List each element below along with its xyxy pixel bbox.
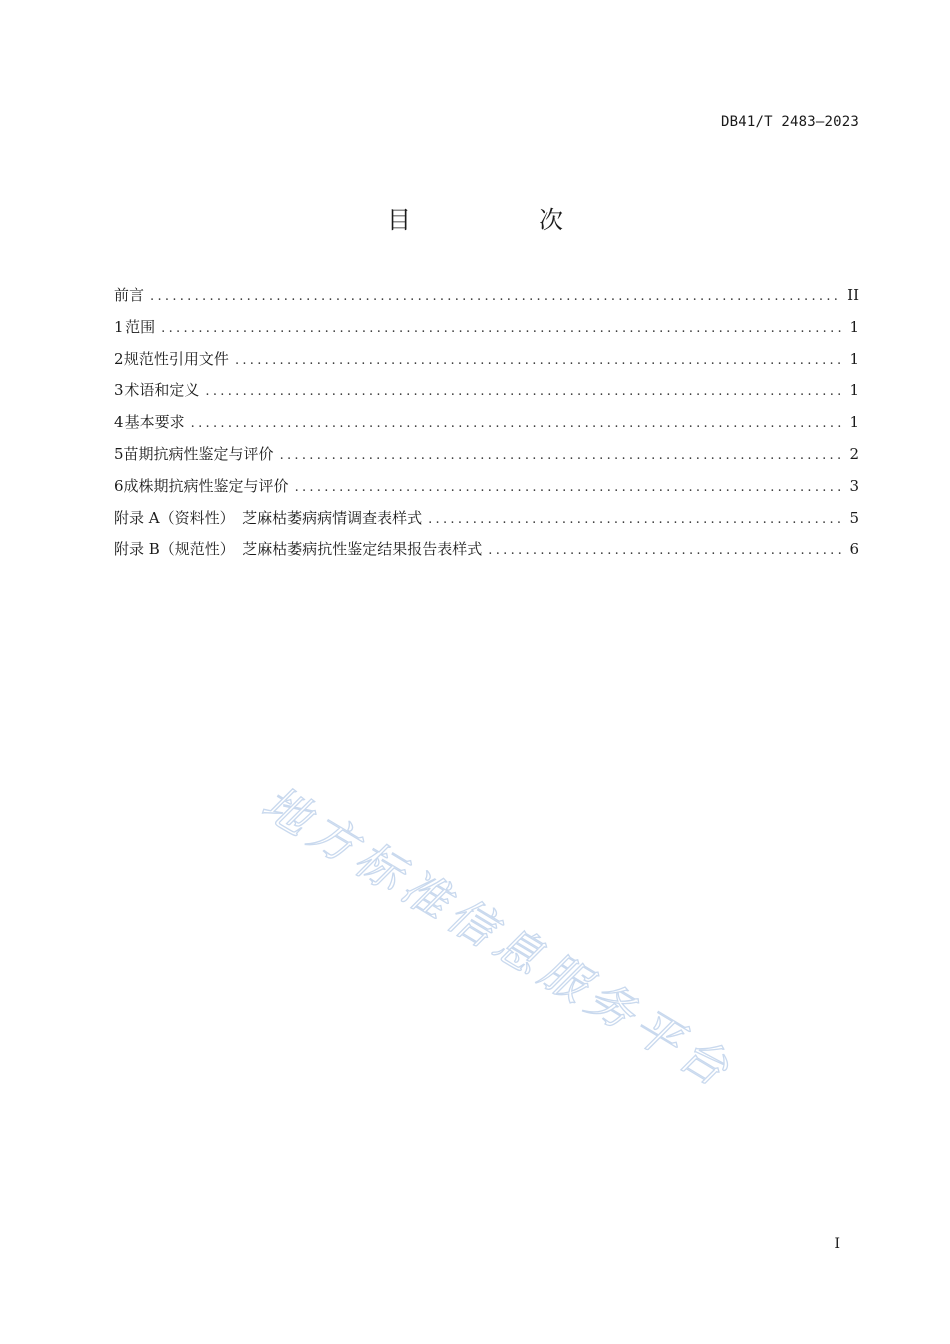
toc-entry-label: 范围 — [125, 317, 156, 336]
standard-code: DB41/T 2483—2023 — [720, 114, 859, 130]
table-of-contents — [114, 284, 859, 570]
toc-entry-label: 苗期抗病性鉴定与评价 — [123, 444, 274, 463]
toc-entry-page: 3 — [849, 476, 859, 495]
toc-entry-label: 附录 B（规范性） 芝麻枯萎病抗性鉴定结果报告表样式 — [114, 540, 483, 559]
toc-entry-scope[interactable] — [114, 316, 859, 348]
toc-leader-dots — [161, 321, 843, 336]
toc-entry-basic-requirements[interactable] — [114, 411, 859, 443]
toc-entry-label: 附录 A（资料性） 芝麻枯萎病病情调查表样式 — [114, 508, 423, 527]
toc-entry-number: 3 — [114, 381, 124, 400]
toc-entry-page: 5 — [849, 508, 859, 527]
toc-entry-label: 规范性引用文件 — [123, 349, 229, 368]
page-title: 目 次 — [387, 206, 615, 234]
toc-entry-label: 成株期抗病性鉴定与评价 — [123, 476, 289, 495]
toc-entry-label: 术语和定义 — [124, 381, 200, 400]
toc-leader-dots — [191, 416, 843, 431]
toc-leader-dots — [205, 384, 843, 399]
toc-entry-page: 1 — [849, 317, 859, 336]
toc-leader-dots — [295, 480, 843, 495]
toc-entry-label: 前言 — [114, 286, 145, 304]
toc-entry-appendix-b[interactable] — [114, 538, 859, 570]
toc-leader-dots — [428, 512, 843, 527]
toc-entry-number: 5 — [114, 444, 124, 463]
toc-entry-page: 6 — [849, 540, 859, 559]
toc-leader-dots — [488, 543, 843, 558]
toc-entry-number: 4 — [114, 413, 124, 432]
toc-entry-appendix-a[interactable] — [114, 507, 859, 539]
toc-leader-dots — [235, 353, 843, 368]
toc-entry-number: 1 — [114, 317, 124, 336]
toc-entry-terms-definitions[interactable] — [114, 379, 859, 411]
toc-entry-normative-references[interactable] — [114, 348, 859, 380]
page-number: I — [834, 1236, 840, 1252]
toc-entry-adult-stage[interactable] — [114, 475, 859, 507]
toc-entry-page: 1 — [849, 381, 859, 400]
toc-entry-page: II — [847, 286, 859, 304]
toc-entry-page: 1 — [849, 413, 859, 432]
toc-leader-dots — [280, 448, 843, 463]
toc-entry-page: 1 — [849, 349, 859, 368]
watermark: 地方标准信息服务平台 — [253, 775, 744, 1100]
toc-entry-seedling-stage[interactable] — [114, 443, 859, 475]
toc-leader-dots — [150, 289, 841, 304]
toc-entry-page: 2 — [849, 444, 859, 463]
toc-entry-foreword[interactable] — [114, 284, 859, 316]
toc-entry-label: 基本要求 — [124, 413, 185, 432]
toc-entry-number: 2 — [114, 349, 124, 368]
toc-entry-number: 6 — [114, 476, 124, 495]
